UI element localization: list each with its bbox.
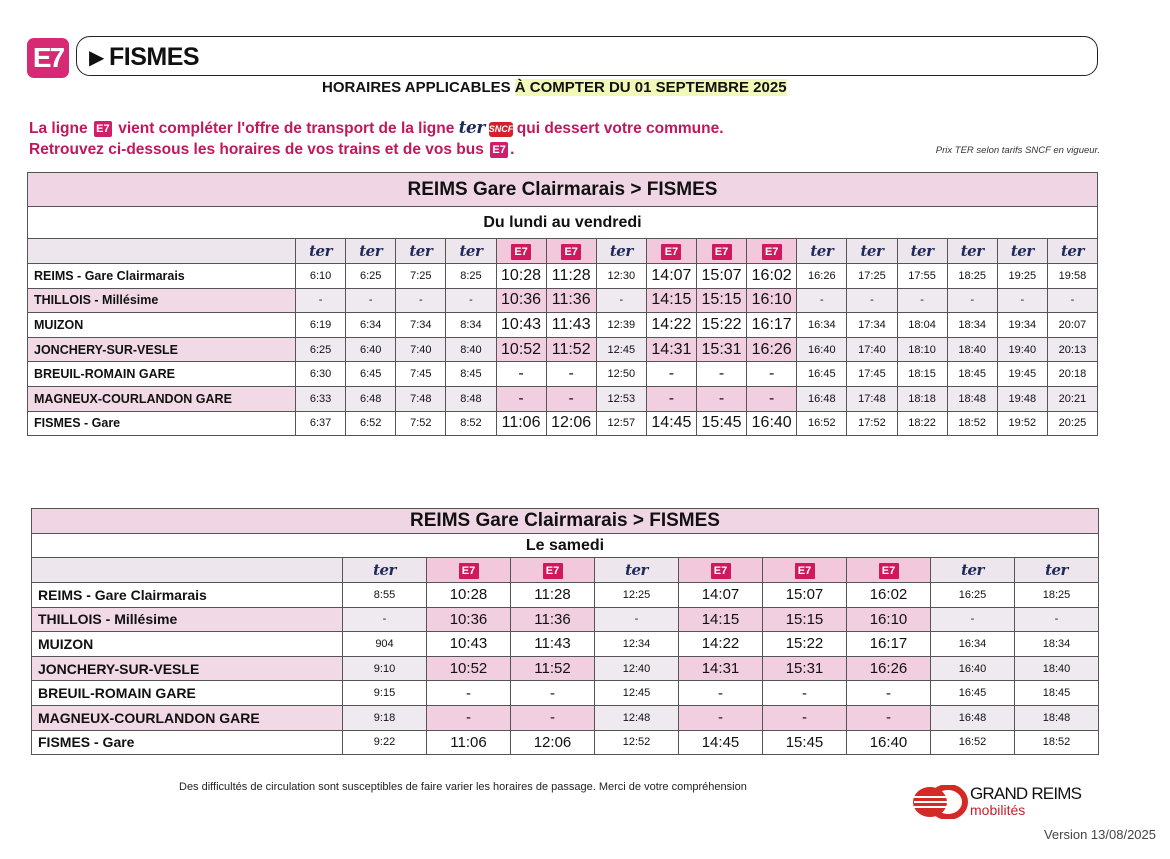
- time-cell: 15:15: [763, 607, 847, 632]
- service-e7: [679, 558, 763, 583]
- time-cell: -: [296, 288, 346, 313]
- time-cell: -: [496, 386, 546, 411]
- ter-train-icon: ter: [1010, 241, 1034, 260]
- e7-bus-icon: E7: [511, 244, 531, 260]
- time-cell: 16:40: [931, 656, 1015, 681]
- ter-train-icon: ter: [625, 560, 648, 579]
- service-e7: [427, 558, 511, 583]
- time-cell: 6:52: [346, 411, 396, 436]
- service-ter: [847, 239, 897, 264]
- time-cell: 19:25: [997, 264, 1047, 289]
- time-cell: 11:36: [511, 607, 595, 632]
- time-cell: 11:52: [546, 337, 596, 362]
- time-cell: 15:22: [763, 632, 847, 657]
- time-cell: 12:06: [511, 730, 595, 755]
- time-cell: 11:06: [427, 730, 511, 755]
- grand-reims-brand: [910, 783, 1090, 823]
- time-cell: -: [931, 607, 1015, 632]
- intro-text: La ligne: [29, 120, 88, 137]
- time-cell: 18:52: [947, 411, 997, 436]
- ter-train-icon: ter: [910, 241, 934, 260]
- ter-train-icon: ter: [459, 241, 483, 260]
- time-cell: -: [396, 288, 446, 313]
- stop-name: BREUIL-ROMAIN GARE: [32, 681, 343, 706]
- time-cell: 16:40: [747, 411, 797, 436]
- intro-text: Retrouvez ci-dessous les horaires de vos trains et de vos bus: [29, 141, 484, 158]
- time-cell: 16:17: [747, 313, 797, 338]
- time-cell: 16:10: [747, 288, 797, 313]
- time-cell: 12:45: [596, 337, 646, 362]
- intro-text: vient compléter l'offre de transport de la ligne: [118, 120, 455, 137]
- time-cell: 6:19: [296, 313, 346, 338]
- grand-reims-logo-icon: [910, 785, 968, 819]
- time-cell: -: [847, 705, 931, 730]
- ter-train-icon: ter: [359, 241, 383, 260]
- service-ter: [931, 558, 1015, 583]
- time-cell: 11:52: [511, 656, 595, 681]
- sncf-logo-icon: SNCF: [489, 122, 513, 137]
- time-cell: -: [697, 362, 747, 387]
- time-cell: -: [697, 386, 747, 411]
- service-ter: [296, 239, 346, 264]
- time-cell: 12:52: [595, 730, 679, 755]
- time-cell: 16:17: [847, 632, 931, 657]
- stop-name: MUIZON: [32, 632, 343, 657]
- time-cell: 16:52: [931, 730, 1015, 755]
- service-ter: [1047, 239, 1097, 264]
- time-cell: 11:28: [511, 583, 595, 608]
- time-cell: -: [1047, 288, 1097, 313]
- time-cell: 11:28: [546, 264, 596, 289]
- time-cell: 20:25: [1047, 411, 1097, 436]
- days-label: Du lundi au vendredi: [28, 207, 1098, 239]
- time-cell: 6:33: [296, 386, 346, 411]
- price-note: Prix TER selon tarifs SNCF en vigueur.: [935, 145, 1100, 156]
- time-cell: 18:48: [1015, 705, 1099, 730]
- time-cell: 15:31: [763, 656, 847, 681]
- time-cell: -: [646, 386, 696, 411]
- time-cell: -: [1015, 607, 1099, 632]
- time-cell: 20:13: [1047, 337, 1097, 362]
- time-cell: 6:37: [296, 411, 346, 436]
- table-row: [32, 730, 1099, 755]
- ter-train-icon: ter: [860, 241, 884, 260]
- time-cell: 14:15: [679, 607, 763, 632]
- time-cell: -: [511, 681, 595, 706]
- time-cell: 19:58: [1047, 264, 1097, 289]
- time-cell: 6:34: [346, 313, 396, 338]
- time-cell: 7:45: [396, 362, 446, 387]
- time-cell: 12:34: [595, 632, 679, 657]
- service-ter: [596, 239, 646, 264]
- disruption-note: Des difficultés de circulation sont susceptibles de faire varier les horaires de passage. Merci de votre compréhension: [179, 781, 747, 793]
- time-cell: 6:30: [296, 362, 346, 387]
- time-cell: 8:40: [446, 337, 496, 362]
- time-cell: -: [546, 362, 596, 387]
- time-cell: 11:43: [511, 632, 595, 657]
- table-row: [28, 264, 1098, 289]
- time-cell: 9:18: [343, 705, 427, 730]
- time-cell: 18:34: [1015, 632, 1099, 657]
- time-cell: 6:25: [346, 264, 396, 289]
- service-e7: [546, 239, 596, 264]
- service-e7: [763, 558, 847, 583]
- ter-train-icon: ter: [409, 241, 433, 260]
- time-cell: -: [446, 288, 496, 313]
- time-cell: 18:25: [1015, 583, 1099, 608]
- time-cell: 14:22: [646, 313, 696, 338]
- time-cell: 20:07: [1047, 313, 1097, 338]
- time-cell: 16:02: [747, 264, 797, 289]
- time-cell: 18:40: [947, 337, 997, 362]
- table-row: [28, 288, 1098, 313]
- time-cell: 15:07: [763, 583, 847, 608]
- time-cell: 6:40: [346, 337, 396, 362]
- time-cell: 18:40: [1015, 656, 1099, 681]
- time-cell: 15:45: [697, 411, 747, 436]
- time-cell: 7:25: [396, 264, 446, 289]
- e7-bus-icon: E7: [459, 563, 479, 579]
- time-cell: -: [763, 705, 847, 730]
- ter-train-icon: ter: [960, 241, 984, 260]
- time-cell: 8:48: [446, 386, 496, 411]
- table-row: [28, 362, 1098, 387]
- service-e7: [847, 558, 931, 583]
- intro-text: .: [510, 141, 515, 158]
- time-cell: 12:39: [596, 313, 646, 338]
- time-cell: 16:40: [847, 730, 931, 755]
- time-cell: 14:22: [679, 632, 763, 657]
- weekday-timetable: [27, 172, 1098, 436]
- service-e7: [496, 239, 546, 264]
- stop-name: MUIZON: [28, 313, 296, 338]
- intro-line-1: [29, 118, 724, 138]
- time-cell: 10:43: [496, 313, 546, 338]
- time-cell: 12:06: [546, 411, 596, 436]
- stop-name: FISMES - Gare: [28, 411, 296, 436]
- time-cell: 19:48: [997, 386, 1047, 411]
- time-cell: 904: [343, 632, 427, 657]
- route-title: REIMS Gare Clairmarais > FISMES: [32, 509, 1099, 534]
- time-cell: 8:34: [446, 313, 496, 338]
- stop-name: THILLOIS - Millésime: [28, 288, 296, 313]
- time-cell: -: [596, 288, 646, 313]
- table-row: [28, 337, 1098, 362]
- service-e7: [646, 239, 696, 264]
- time-cell: 12:48: [595, 705, 679, 730]
- time-cell: -: [997, 288, 1047, 313]
- e7-badge-icon: E7: [94, 121, 112, 137]
- time-cell: 14:07: [646, 264, 696, 289]
- time-cell: 8:55: [343, 583, 427, 608]
- intro-line-2: [29, 141, 514, 159]
- time-cell: 18:45: [947, 362, 997, 387]
- service-ter: [343, 558, 427, 583]
- time-cell: 17:40: [847, 337, 897, 362]
- time-cell: 11:06: [496, 411, 546, 436]
- e7-line-logo: E7: [27, 38, 69, 78]
- table-row: [32, 607, 1099, 632]
- ter-train-icon: ter: [961, 560, 984, 579]
- e7-badge-icon: E7: [490, 142, 508, 158]
- time-cell: -: [346, 288, 396, 313]
- time-cell: 18:25: [947, 264, 997, 289]
- time-cell: 11:36: [546, 288, 596, 313]
- e7-bus-icon: E7: [795, 563, 815, 579]
- table-row: [28, 386, 1098, 411]
- time-cell: 14:15: [646, 288, 696, 313]
- time-cell: 10:28: [427, 583, 511, 608]
- time-cell: 7:40: [396, 337, 446, 362]
- time-cell: 15:31: [697, 337, 747, 362]
- time-cell: -: [496, 362, 546, 387]
- time-cell: 12:53: [596, 386, 646, 411]
- time-cell: 15:22: [697, 313, 747, 338]
- time-cell: -: [511, 705, 595, 730]
- stop-name: BREUIL-ROMAIN GARE: [28, 362, 296, 387]
- time-cell: 10:28: [496, 264, 546, 289]
- time-cell: 12:50: [596, 362, 646, 387]
- header-blank: [28, 239, 296, 264]
- ter-train-icon: ter: [810, 241, 834, 260]
- time-cell: 6:10: [296, 264, 346, 289]
- time-cell: 10:52: [427, 656, 511, 681]
- route-title: REIMS Gare Clairmarais > FISMES: [28, 173, 1098, 207]
- table-row: [28, 411, 1098, 436]
- ter-train-icon: ter: [609, 241, 633, 260]
- time-cell: 10:36: [427, 607, 511, 632]
- table-row: [32, 632, 1099, 657]
- time-cell: 14:07: [679, 583, 763, 608]
- time-cell: 16:26: [847, 656, 931, 681]
- time-cell: 15:07: [697, 264, 747, 289]
- ter-train-icon: ter: [1061, 241, 1084, 260]
- time-cell: -: [947, 288, 997, 313]
- applicable-highlight: À COMPTER DU 01 SEPTEMBRE 2025: [514, 79, 787, 96]
- time-cell: 16:48: [797, 386, 847, 411]
- intro-text: qui dessert votre commune.: [516, 120, 724, 137]
- time-cell: -: [546, 386, 596, 411]
- time-cell: 7:48: [396, 386, 446, 411]
- e7-bus-icon: E7: [711, 563, 731, 579]
- time-cell: 10:52: [496, 337, 546, 362]
- version-label: Version 13/08/2025: [1043, 827, 1156, 842]
- service-ter: [1015, 558, 1099, 583]
- ter-train-icon: ter: [309, 241, 332, 260]
- time-cell: 18:04: [897, 313, 947, 338]
- time-cell: 9:15: [343, 681, 427, 706]
- time-cell: 8:25: [446, 264, 496, 289]
- time-cell: 16:40: [797, 337, 847, 362]
- play-arrow-icon: ▶: [89, 47, 105, 69]
- time-cell: 15:15: [697, 288, 747, 313]
- time-cell: 17:55: [897, 264, 947, 289]
- applicable-prefix: HORAIRES APPLICABLES: [322, 79, 515, 96]
- table-row: [32, 681, 1099, 706]
- time-cell: 14:31: [646, 337, 696, 362]
- time-cell: -: [763, 681, 847, 706]
- destination-banner: [76, 36, 1098, 76]
- time-cell: -: [847, 681, 931, 706]
- time-cell: 9:22: [343, 730, 427, 755]
- stop-name: FISMES - Gare: [32, 730, 343, 755]
- time-cell: 19:52: [997, 411, 1047, 436]
- service-ter: [797, 239, 847, 264]
- time-cell: 6:48: [346, 386, 396, 411]
- time-cell: -: [427, 705, 511, 730]
- time-cell: 12:25: [595, 583, 679, 608]
- time-cell: 14:45: [679, 730, 763, 755]
- time-cell: 14:31: [679, 656, 763, 681]
- time-cell: 18:34: [947, 313, 997, 338]
- time-cell: 8:52: [446, 411, 496, 436]
- time-cell: 16:26: [747, 337, 797, 362]
- service-e7: [697, 239, 747, 264]
- time-cell: 16:48: [931, 705, 1015, 730]
- header-blank: [32, 558, 343, 583]
- time-cell: 6:25: [296, 337, 346, 362]
- time-cell: 16:52: [797, 411, 847, 436]
- time-cell: 16:25: [931, 583, 1015, 608]
- time-cell: -: [427, 681, 511, 706]
- time-cell: 16:02: [847, 583, 931, 608]
- time-cell: 8:45: [446, 362, 496, 387]
- time-cell: 17:52: [847, 411, 897, 436]
- stop-name: JONCHERY-SUR-VESLE: [32, 656, 343, 681]
- service-ter: [446, 239, 496, 264]
- time-cell: 19:34: [997, 313, 1047, 338]
- time-cell: 10:36: [496, 288, 546, 313]
- destination-title: FISMES: [109, 43, 200, 71]
- brand-subtitle: mobilités: [970, 802, 1026, 818]
- stop-name: REIMS - Gare Clairmarais: [32, 583, 343, 608]
- table-row: [32, 583, 1099, 608]
- brand-name: GRAND REIMS: [970, 784, 1082, 803]
- time-cell: 17:45: [847, 362, 897, 387]
- ter-train-icon: ter: [373, 560, 396, 579]
- time-cell: 16:34: [797, 313, 847, 338]
- e7-bus-icon: E7: [661, 244, 681, 260]
- time-cell: 16:45: [931, 681, 1015, 706]
- time-cell: 18:48: [947, 386, 997, 411]
- time-cell: 10:43: [427, 632, 511, 657]
- service-ter: [897, 239, 947, 264]
- time-cell: 14:45: [646, 411, 696, 436]
- time-cell: 12:45: [595, 681, 679, 706]
- time-cell: 15:45: [763, 730, 847, 755]
- time-cell: -: [747, 386, 797, 411]
- time-cell: -: [646, 362, 696, 387]
- time-cell: 18:45: [1015, 681, 1099, 706]
- days-label: Le samedi: [32, 534, 1099, 558]
- e7-bus-icon: E7: [712, 244, 732, 260]
- time-cell: -: [679, 681, 763, 706]
- e7-bus-icon: E7: [561, 244, 581, 260]
- time-cell: -: [747, 362, 797, 387]
- time-cell: 18:15: [897, 362, 947, 387]
- time-cell: 16:45: [797, 362, 847, 387]
- service-ter: [997, 239, 1047, 264]
- applicable-date: [322, 79, 787, 96]
- time-cell: 18:10: [897, 337, 947, 362]
- table-row: [32, 656, 1099, 681]
- service-e7: [747, 239, 797, 264]
- time-cell: 17:25: [847, 264, 897, 289]
- service-e7: [511, 558, 595, 583]
- e7-bus-icon: E7: [762, 244, 782, 260]
- time-cell: -: [897, 288, 947, 313]
- stop-name: JONCHERY-SUR-VESLE: [28, 337, 296, 362]
- time-cell: -: [679, 705, 763, 730]
- time-cell: 16:26: [797, 264, 847, 289]
- time-cell: 16:34: [931, 632, 1015, 657]
- e7-bus-icon: E7: [879, 563, 899, 579]
- stop-name: MAGNEUX-COURLANDON GARE: [28, 386, 296, 411]
- service-ter: [595, 558, 679, 583]
- time-cell: 18:22: [897, 411, 947, 436]
- time-cell: 12:40: [595, 656, 679, 681]
- time-cell: -: [847, 288, 897, 313]
- time-cell: 19:40: [997, 337, 1047, 362]
- time-cell: 17:34: [847, 313, 897, 338]
- time-cell: 6:45: [346, 362, 396, 387]
- service-ter: [947, 239, 997, 264]
- service-ter: [346, 239, 396, 264]
- table-row: [32, 705, 1099, 730]
- time-cell: 19:45: [997, 362, 1047, 387]
- time-cell: 7:34: [396, 313, 446, 338]
- time-cell: 7:52: [396, 411, 446, 436]
- time-cell: -: [343, 607, 427, 632]
- time-cell: 20:21: [1047, 386, 1097, 411]
- saturday-timetable: [31, 508, 1099, 755]
- stop-name: THILLOIS - Millésime: [32, 607, 343, 632]
- time-cell: 11:43: [546, 313, 596, 338]
- time-cell: -: [595, 607, 679, 632]
- time-cell: 18:52: [1015, 730, 1099, 755]
- time-cell: 18:18: [897, 386, 947, 411]
- time-cell: 20:18: [1047, 362, 1097, 387]
- e7-bus-icon: E7: [543, 563, 563, 579]
- service-ter: [396, 239, 446, 264]
- time-cell: 16:10: [847, 607, 931, 632]
- time-cell: -: [797, 288, 847, 313]
- ter-train-icon: ter: [1045, 560, 1068, 579]
- table-row: [28, 313, 1098, 338]
- stop-name: REIMS - Gare Clairmarais: [28, 264, 296, 289]
- time-cell: 9:10: [343, 656, 427, 681]
- time-cell: 12:30: [596, 264, 646, 289]
- time-cell: 17:48: [847, 386, 897, 411]
- ter-logo-icon: ter: [458, 118, 485, 138]
- time-cell: 12:57: [596, 411, 646, 436]
- stop-name: MAGNEUX-COURLANDON GARE: [32, 705, 343, 730]
